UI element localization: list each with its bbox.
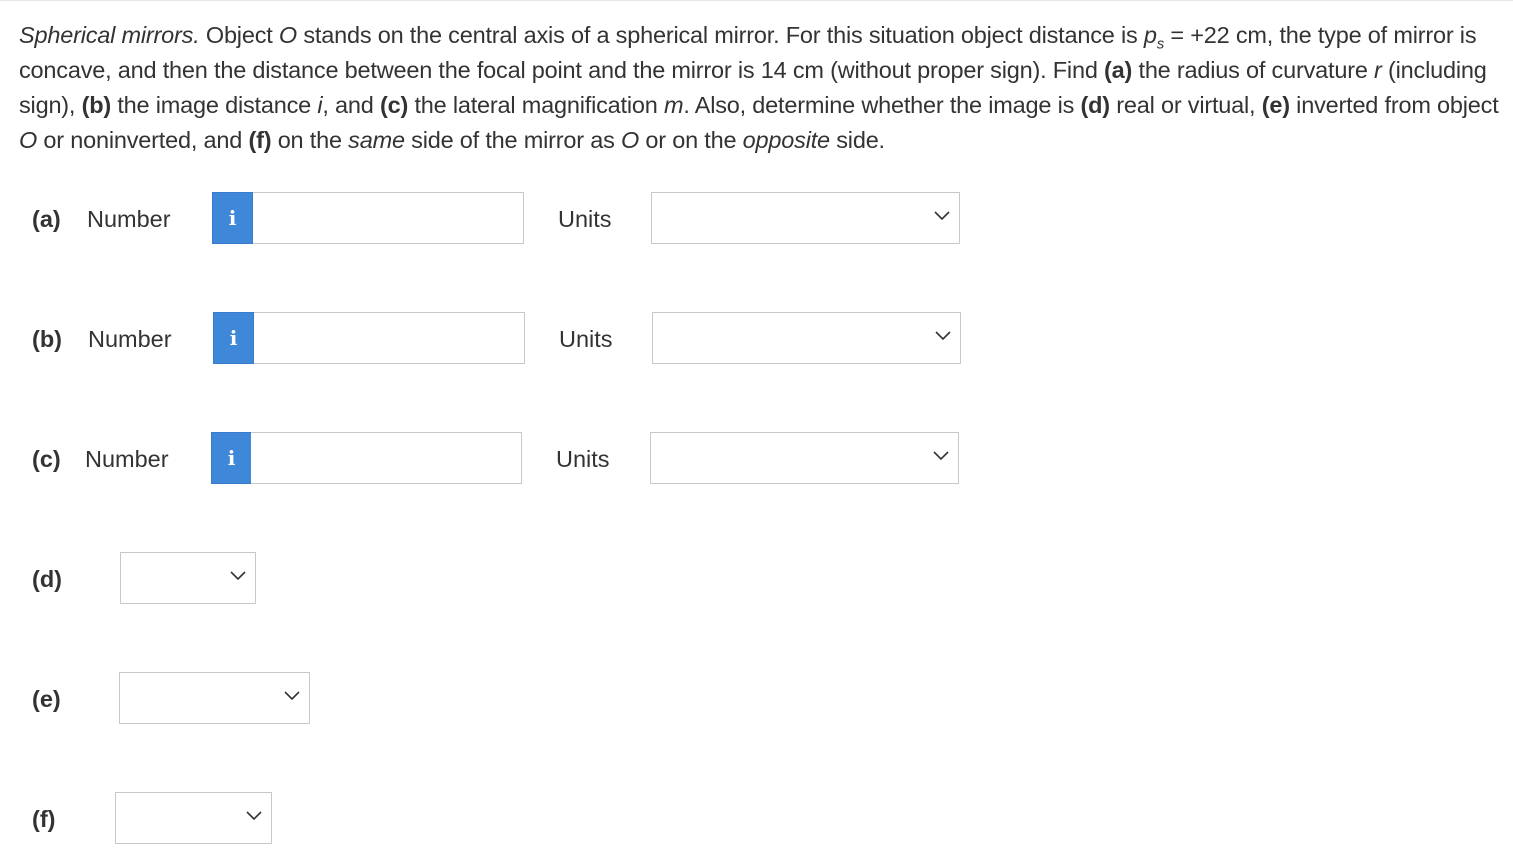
question-text: Spherical mirrors. Object O stands on the central axis of a spherical mirror. For this situation object distance is $p_s = +22$ cm, the type of mirror is concave, and then the distance between the focal point and the mirror is 14 cm (without proper sign). Find (a) the radius of curvature r (including sign), (b) the image distance i, and (c) the lateral magnification m. Also, determine whether the image is (d) real or virtual, (e) inverted from object O or noninverted, and (f) on the same side of the mirror as O or on the opposite side. xyxy=(19,22,1499,153)
part-a-units-select[interactable] xyxy=(651,192,960,244)
part-b-number-label: Number xyxy=(88,326,172,352)
info-icon: i xyxy=(227,446,236,470)
part-f-select[interactable] xyxy=(115,792,272,844)
part-c-number-label: Number xyxy=(85,446,169,472)
part-b-units-select[interactable] xyxy=(652,312,961,364)
part-a-number-input[interactable] xyxy=(253,192,524,244)
chevron-down-icon xyxy=(246,811,262,821)
part-d-label: (d) xyxy=(32,566,63,592)
part-c-number-input[interactable] xyxy=(251,432,522,484)
part-c-units-select[interactable] xyxy=(650,432,959,484)
part-b-info-button[interactable] xyxy=(213,312,254,364)
part-b-label: (b) xyxy=(32,326,63,352)
part-d-select[interactable] xyxy=(120,552,256,604)
chevron-down-icon xyxy=(935,331,951,341)
info-icon: i xyxy=(228,206,237,230)
part-e-select[interactable] xyxy=(119,672,310,724)
part-a-units-label: Units xyxy=(558,206,612,232)
top-divider xyxy=(0,0,1513,1)
info-icon: i xyxy=(229,326,238,350)
chevron-down-icon xyxy=(933,451,949,461)
part-f-label: (f) xyxy=(32,806,56,832)
part-a-number-label: Number xyxy=(87,206,171,232)
part-b-number-input[interactable] xyxy=(254,312,525,364)
part-c-info-button[interactable] xyxy=(211,432,252,484)
part-c-label: (c) xyxy=(32,446,61,472)
part-c-units-label: Units xyxy=(556,446,610,472)
part-a-label: (a) xyxy=(32,206,61,232)
chevron-down-icon xyxy=(230,571,246,581)
chevron-down-icon xyxy=(284,691,300,701)
chevron-down-icon xyxy=(934,211,950,221)
part-a-info-button[interactable] xyxy=(212,192,253,244)
part-e-label: (e) xyxy=(32,686,61,712)
part-b-units-label: Units xyxy=(559,326,613,352)
